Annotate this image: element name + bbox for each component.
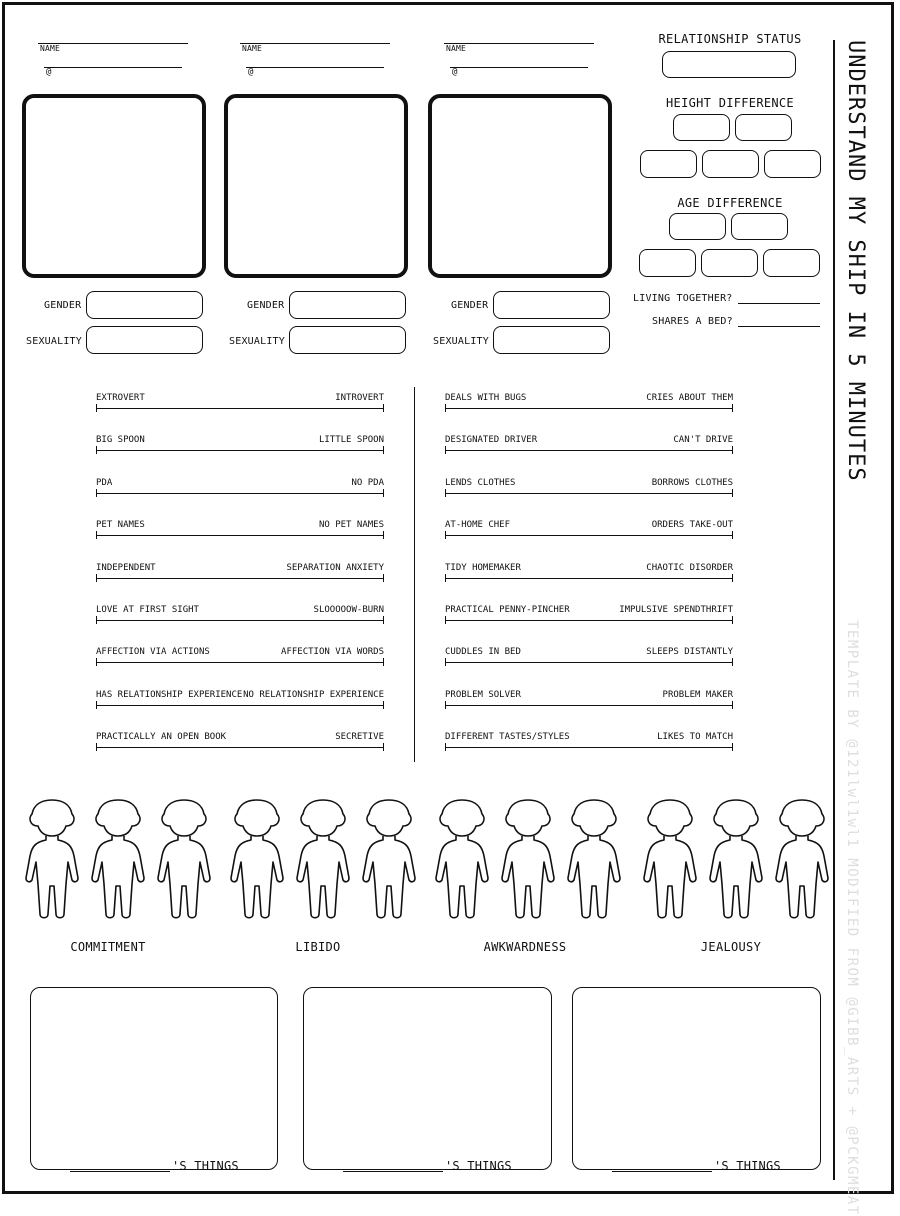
things-panel[interactable] — [303, 987, 552, 1170]
character-photo-box[interactable] — [428, 94, 612, 278]
trait-scale[interactable] — [96, 393, 384, 413]
sexuality-field[interactable] — [86, 326, 203, 354]
age-box[interactable] — [731, 213, 788, 240]
sexuality-field[interactable] — [493, 326, 610, 354]
trait-scale[interactable] — [96, 605, 384, 625]
character-photo-box[interactable] — [22, 94, 206, 278]
trait-scale-track[interactable] — [96, 535, 384, 536]
handle-label: @ — [452, 67, 458, 77]
trait-scale-right-label: CAN'T DRIVE — [673, 435, 733, 446]
person-outline-icon[interactable] — [26, 800, 78, 918]
template-credit: TEMPLATE BY @121lwl1wl1 MODIFIED FROM @GIBB_ARTS + @PCKGMEAT — [844, 620, 860, 1216]
age-box[interactable] — [669, 213, 726, 240]
person-outline-icon[interactable] — [568, 800, 620, 918]
gender-field[interactable] — [289, 291, 406, 319]
trait-scale-left-label: TIDY HOMEMAKER — [445, 562, 521, 573]
trait-scale[interactable] — [96, 732, 384, 752]
sexuality-label: SEXUALITY — [433, 336, 489, 347]
gender-field[interactable] — [86, 291, 203, 319]
person-outline-icon[interactable] — [158, 800, 210, 918]
name-field[interactable] — [444, 43, 594, 44]
trait-scale-right-label: IMPULSIVE SPENDTHRIFT — [619, 605, 733, 615]
trait-scale-left-label: PDA — [96, 477, 113, 488]
gender-label: GENDER — [44, 300, 82, 311]
scales-divider — [414, 387, 415, 762]
living-together-field[interactable] — [738, 303, 820, 304]
meter-label-awkwardness: AWKWARDNESS — [483, 940, 567, 954]
trait-scale-track[interactable] — [96, 662, 384, 663]
trait-scale-track[interactable] — [96, 450, 384, 451]
trait-scale-left-label: DEALS WITH BUGS — [445, 393, 527, 403]
sexuality-label: SEXUALITY — [229, 336, 285, 347]
trait-scale[interactable] — [96, 647, 384, 667]
trait-scale-track[interactable] — [96, 493, 384, 494]
trait-scale-right-label: SLOOOOOW-BURN — [313, 605, 384, 615]
trait-scale-right-label: SLEEPS DISTANTLY — [646, 647, 733, 658]
trait-scale-right-label: CHAOTIC DISORDER — [646, 562, 733, 573]
trait-scale-right-label: SEPARATION ANXIETY — [286, 562, 384, 573]
handle-field[interactable] — [450, 67, 588, 68]
trait-scale-left-label: HAS RELATIONSHIP EXPERIENCE — [96, 689, 243, 700]
sexuality-label: SEXUALITY — [26, 336, 82, 347]
trait-scale-left-label: DESIGNATED DRIVER — [445, 435, 538, 446]
trait-scale-left-label: AFFECTION VIA ACTIONS — [96, 647, 210, 658]
trait-scale-right-label: LITTLE SPOON — [318, 435, 384, 446]
trait-scale-right-label: NO PDA — [351, 477, 384, 488]
meter-label-jealousy: JEALOUSY — [700, 940, 762, 954]
trait-scale-track[interactable] — [96, 705, 384, 706]
trait-scale-left-label: PET NAMES — [96, 520, 145, 531]
trait-scale-left-label: PRACTICAL PENNY-PINCHER — [445, 605, 570, 615]
trait-scale-track[interactable] — [96, 620, 384, 621]
name-field[interactable] — [240, 43, 390, 44]
meter-label-libido: LIBIDO — [295, 940, 341, 954]
trait-scale-track[interactable] — [96, 408, 384, 409]
page-title: UNDERSTAND MY SHIP IN 5 MINUTES — [843, 40, 868, 482]
trait-scale-track[interactable] — [445, 450, 733, 451]
trait-scale-right-label: AFFECTION VIA WORDS — [281, 647, 384, 658]
things-label: 'S THINGS — [172, 1159, 239, 1173]
trait-scale[interactable] — [445, 563, 733, 583]
age-box[interactable] — [763, 249, 820, 277]
relationship-status-label: RELATIONSHIP STATUS — [658, 32, 802, 46]
trait-scale[interactable] — [96, 563, 384, 583]
trait-scale[interactable] — [445, 647, 733, 667]
trait-scale-left-label: BIG SPOON — [96, 435, 145, 446]
things-panel[interactable] — [572, 987, 821, 1170]
trait-scale-left-label: DIFFERENT TASTES/STYLES — [445, 732, 570, 743]
trait-scale[interactable] — [445, 435, 733, 455]
character-photo-box[interactable] — [224, 94, 408, 278]
title-divider — [833, 40, 835, 1180]
person-outline-icon[interactable] — [363, 800, 415, 918]
gender-label: GENDER — [451, 300, 489, 311]
trait-scale-track[interactable] — [445, 747, 733, 748]
trait-scale-left-label: AT-HOME CHEF — [445, 520, 511, 531]
trait-scale-right-label: INTROVERT — [335, 393, 384, 403]
handle-label: @ — [248, 67, 254, 77]
person-outline-icon[interactable] — [231, 800, 283, 918]
trait-scale-right-label: CRIES ABOUT THEM — [646, 393, 733, 403]
person-outline-icon[interactable] — [710, 800, 762, 918]
trait-scale-right-label: ORDERS TAKE-OUT — [651, 520, 733, 531]
trait-scale-track[interactable] — [96, 747, 384, 748]
trait-scale-track[interactable] — [445, 408, 733, 409]
trait-scale-left-label: EXTROVERT — [96, 393, 145, 403]
trait-scale[interactable] — [445, 478, 733, 498]
trait-scale[interactable] — [445, 605, 733, 625]
age-box[interactable] — [639, 249, 696, 277]
trait-scale-track[interactable] — [445, 493, 733, 494]
relationship-status-field[interactable] — [662, 51, 796, 78]
trait-scale-right-label: NO RELATIONSHIP EXPERIENCE — [243, 689, 384, 700]
trait-scale-left-label: LOVE AT FIRST SIGHT — [96, 605, 199, 615]
handle-field[interactable] — [44, 67, 182, 68]
age-difference-label: AGE DIFFERENCE — [677, 196, 783, 210]
trait-scale-left-label: PROBLEM SOLVER — [445, 689, 521, 700]
trait-scale[interactable] — [445, 732, 733, 752]
trait-scale[interactable] — [96, 520, 384, 540]
name-label: NAME — [446, 44, 467, 53]
trait-scale[interactable] — [445, 520, 733, 540]
things-owner-field[interactable] — [343, 1171, 443, 1172]
height-box[interactable] — [735, 114, 792, 141]
meter-label-commitment: COMMITMENT — [70, 940, 146, 954]
person-outline-icon[interactable] — [644, 800, 696, 918]
trait-scale-track[interactable] — [445, 620, 733, 621]
trait-scale[interactable] — [96, 435, 384, 455]
trait-scale-track[interactable] — [445, 705, 733, 706]
trait-scale-right-label: NO PET NAMES — [318, 520, 384, 531]
figures-row — [12, 798, 832, 928]
gender-field[interactable] — [493, 291, 610, 319]
name-label: NAME — [242, 44, 263, 53]
height-difference-label: HEIGHT DIFFERENCE — [666, 96, 794, 110]
person-outline-icon[interactable] — [776, 800, 828, 918]
height-box[interactable] — [640, 150, 697, 178]
gender-label: GENDER — [247, 300, 285, 311]
trait-scale-right-label: PROBLEM MAKER — [662, 689, 733, 700]
trait-scale-right-label: BORROWS CLOTHES — [651, 477, 733, 488]
height-box[interactable] — [764, 150, 821, 178]
things-panel[interactable] — [30, 987, 278, 1170]
person-outline-icon[interactable] — [92, 800, 144, 918]
living-together-label: LIVING TOGETHER? — [633, 293, 733, 304]
trait-scale[interactable] — [445, 690, 733, 710]
trait-scale-track[interactable] — [445, 662, 733, 663]
trait-scale-track[interactable] — [96, 578, 384, 579]
trait-scale-left-label: LENDS CLOTHES — [445, 477, 516, 488]
things-label: 'S THINGS — [714, 1159, 781, 1173]
handle-field[interactable] — [246, 67, 384, 68]
things-owner-field[interactable] — [612, 1171, 712, 1172]
person-outline-icon[interactable] — [436, 800, 488, 918]
trait-scale[interactable] — [96, 478, 384, 498]
height-box[interactable] — [673, 114, 730, 141]
sexuality-field[interactable] — [289, 326, 406, 354]
trait-scale-left-label: INDEPENDENT — [96, 562, 156, 573]
age-box[interactable] — [701, 249, 758, 277]
trait-scale-track[interactable] — [445, 578, 733, 579]
trait-scale-right-label: LIKES TO MATCH — [657, 732, 733, 743]
name-field[interactable] — [38, 43, 188, 44]
trait-scale[interactable] — [445, 393, 733, 413]
height-box[interactable] — [702, 150, 759, 178]
trait-scale-left-label: CUDDLES IN BED — [445, 647, 521, 658]
things-owner-field[interactable] — [70, 1171, 170, 1172]
trait-scale[interactable] — [96, 690, 384, 710]
trait-scale-track[interactable] — [445, 535, 733, 536]
name-label: NAME — [40, 44, 61, 53]
trait-scale-right-label: SECRETIVE — [335, 732, 384, 743]
trait-scale-left-label: PRACTICALLY AN OPEN BOOK — [96, 732, 227, 743]
things-label: 'S THINGS — [445, 1159, 512, 1173]
handle-label: @ — [46, 67, 52, 77]
shares-bed-label: SHARES A BED? — [652, 316, 733, 327]
shares-bed-field[interactable] — [738, 326, 820, 327]
person-outline-icon[interactable] — [502, 800, 554, 918]
person-outline-icon[interactable] — [297, 800, 349, 918]
